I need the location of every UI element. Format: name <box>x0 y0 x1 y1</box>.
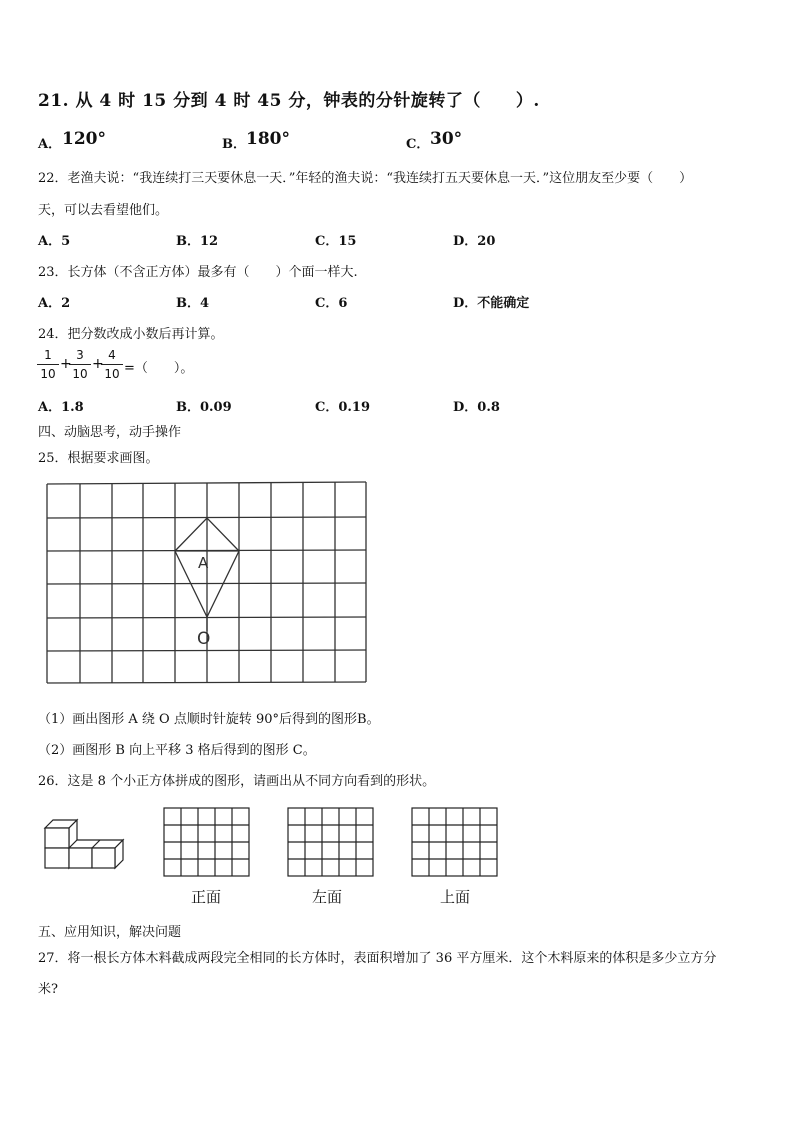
q21-option-c-value: 30° <box>430 129 463 149</box>
q22-line2: 天，可以去看望他们。 <box>38 203 169 218</box>
q24-option-b: B．0.09 <box>176 400 232 415</box>
q23-option-c: C．6 <box>315 296 348 311</box>
q25-sub2: （2）画图形 B 向上平移 3 格后得到的图形 C。 <box>38 743 316 758</box>
caption-front-view: 正面 <box>191 888 222 906</box>
q22-option-b: B．12 <box>176 234 219 249</box>
q25-sub1: （1）画出图形 A 绕 O 点顺时针旋转 90°后得到的图形B。 <box>38 712 380 727</box>
section-4-heading: 四、动脑思考，动手操作 <box>38 425 182 440</box>
fraction-2 <box>69 348 91 381</box>
q22-option-c: C．15 <box>315 234 357 249</box>
fraction-2-numerator: 3 <box>76 348 84 362</box>
q24-option-c: C．0.19 <box>315 400 371 415</box>
q23-option-d: D．不能确定 <box>453 296 530 311</box>
q22-option-d: D．20 <box>453 234 496 249</box>
q21-option-a-value: 120° <box>62 129 106 149</box>
q27-line1: 27．将一根长方体木料截成两段完全相同的长方体时，表面积增加了 36 平方厘米．这个木料原来的体积是多少立方分 <box>38 951 717 966</box>
fraction-3-denominator: 10 <box>104 367 120 381</box>
q23-option-a: A．2 <box>38 296 71 311</box>
label-o: O <box>197 629 211 649</box>
view-grid-front <box>162 806 252 878</box>
q21-text: 21. 从 4 时 15 分到 4 时 45 分，钟表的分针旋转了（ ）. <box>38 91 540 111</box>
q22-line1: 22．老渔夫说：“我连续打三天要休息一天．”年轻的渔夫说：“我连续打五天要休息一天．”这位朋友至少要（ ） <box>38 171 693 186</box>
view-grid-left <box>286 806 376 878</box>
grid-lines <box>47 482 366 683</box>
caption-left-view: 左面 <box>312 888 343 906</box>
plus-sign-1: + <box>60 356 72 372</box>
q26-cube-figure <box>42 808 128 874</box>
fraction-3-numerator: 4 <box>108 348 116 362</box>
label-a: A <box>198 554 209 572</box>
q27-line2: 米? <box>38 982 58 997</box>
q21-option-a-label: A． <box>38 137 62 152</box>
q24-option-a: A．1.8 <box>38 400 84 415</box>
fraction-1-numerator: 1 <box>44 348 52 362</box>
q23-text: 23．长方体（不含正方体）最多有（ ）个面一样大. <box>38 265 358 280</box>
q25-text: 25．根据要求画图。 <box>38 451 159 466</box>
fraction-1-denominator: 10 <box>40 367 56 381</box>
fraction-3 <box>101 348 123 381</box>
q26-text: 26．这是 8 个小正方体拼成的图形，请画出从不同方向看到的形状。 <box>38 774 436 789</box>
caption-top-view: 上面 <box>440 888 471 906</box>
q24-option-d: D．0.8 <box>453 400 500 415</box>
q24-text: 24．把分数改成小数后再计算。 <box>38 327 224 342</box>
q21-option-b-label: B． <box>222 137 246 152</box>
view-grid-top <box>410 806 500 878</box>
section-5-heading: 五、应用知识，解决问题 <box>38 925 182 940</box>
q22-option-a: A．5 <box>38 234 71 249</box>
equals-blank: =（ ）。 <box>124 361 194 376</box>
q23-option-b: B．4 <box>176 296 210 311</box>
q21-option-b-value: 180° <box>246 129 290 149</box>
plus-sign-2: + <box>92 356 104 372</box>
fraction-2-denominator: 10 <box>72 367 88 381</box>
q21-option-c-label: C． <box>406 137 430 152</box>
q25-drawing-grid <box>44 478 370 686</box>
fraction-1 <box>37 348 59 381</box>
